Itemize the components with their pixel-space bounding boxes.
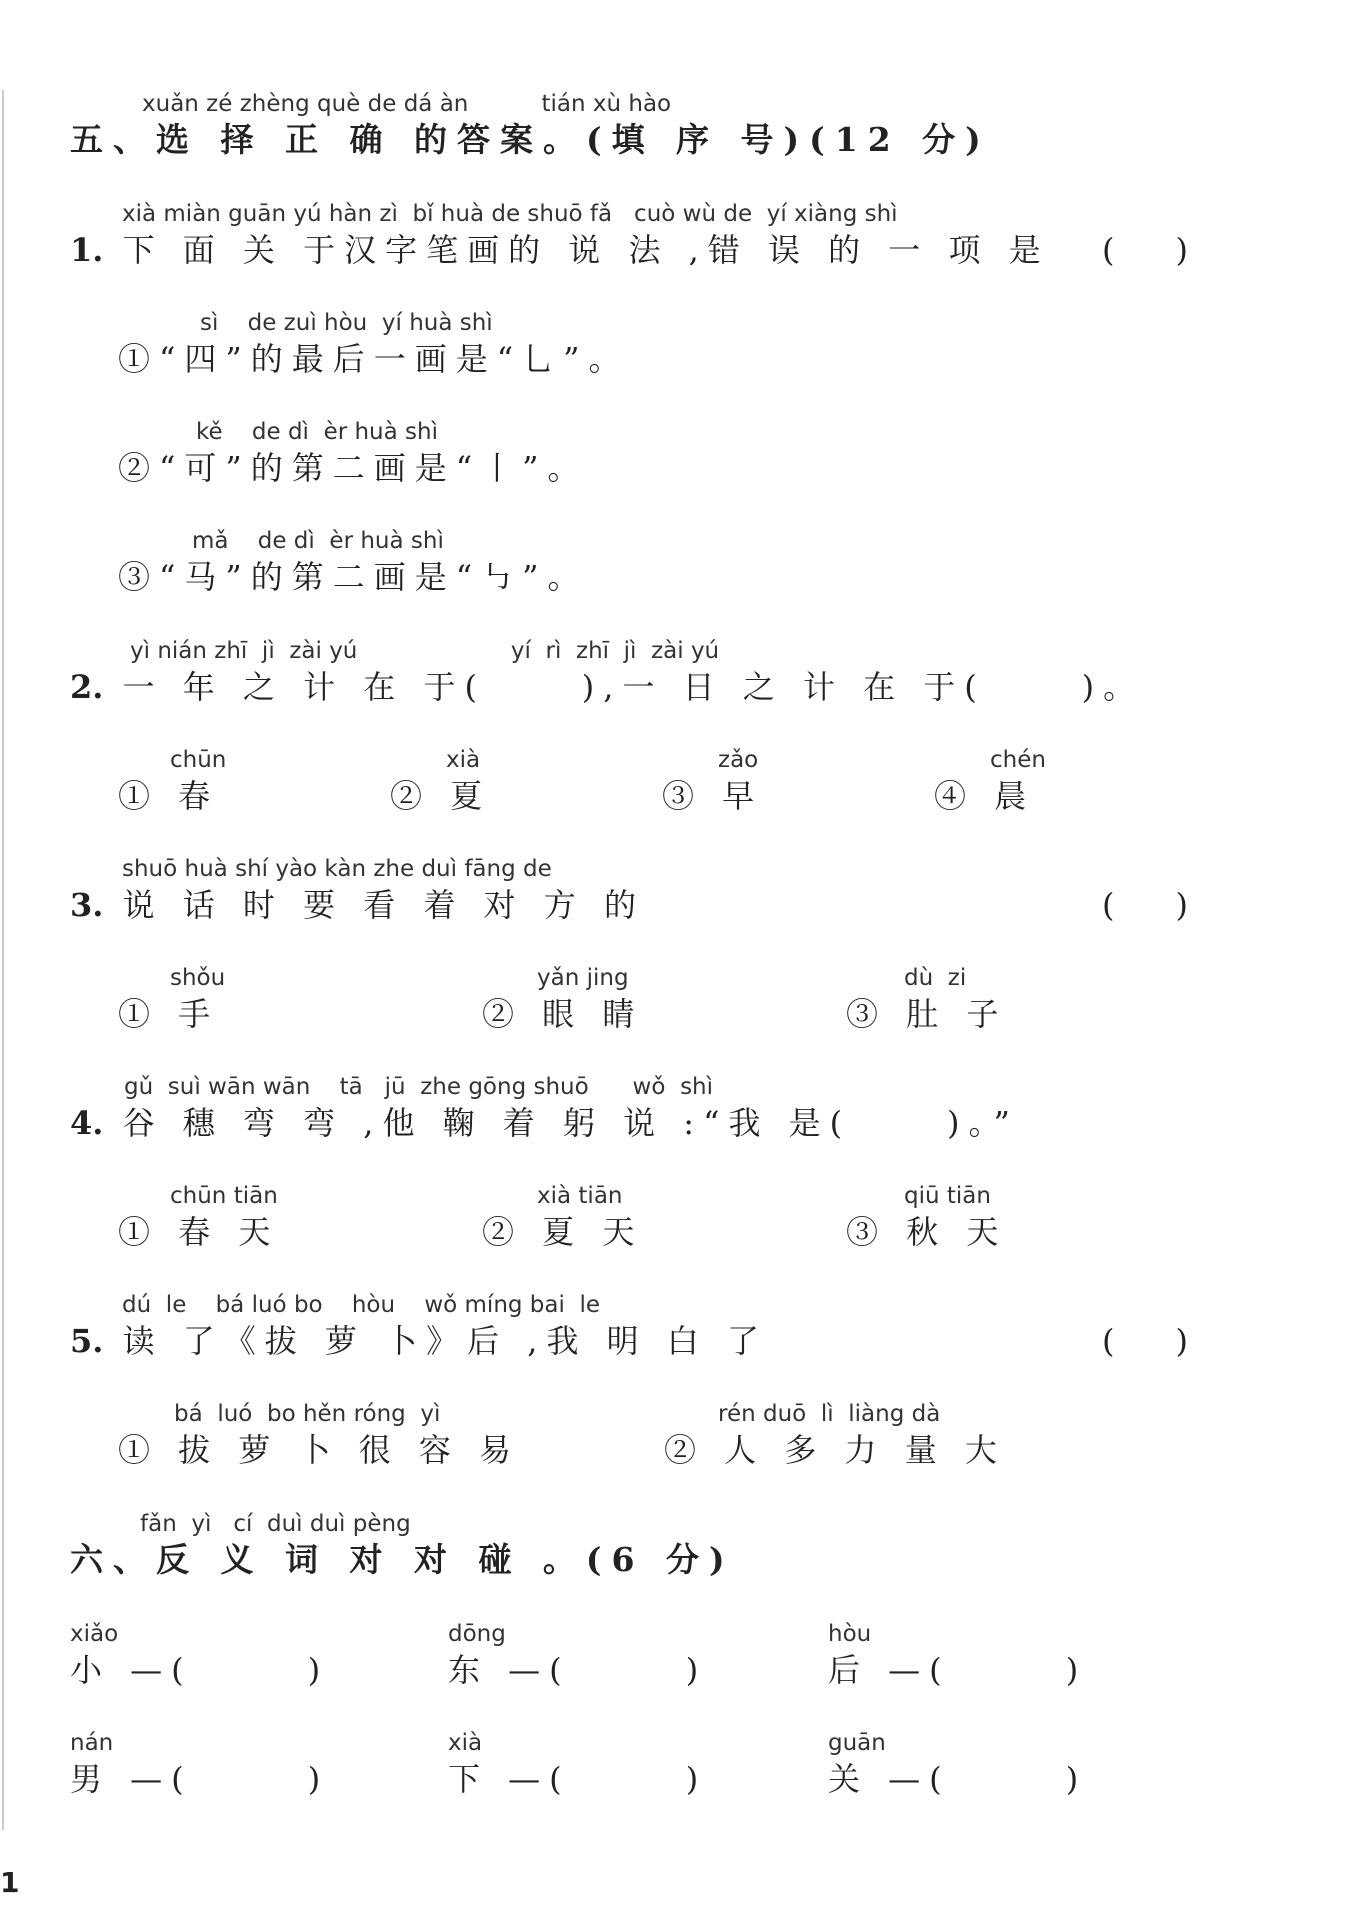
option-text: ① 拔 萝 卜 很 容 易 [118,1431,521,1469]
question-4 [70,1073,1019,1145]
question-1-answer-bracket[interactable]: ( ) [1102,231,1188,269]
antonym-pinyin: guān [828,1730,886,1756]
option-text: ② 人 多 力 量 大 [664,1431,1006,1469]
option-pinyin: shǒu [170,965,226,991]
option-pinyin: kě de dì èr huà shì [196,419,438,445]
section-5-heading [70,90,991,162]
antonym-pair[interactable] [828,1620,1087,1692]
page-number: 1 [0,1866,20,1899]
question-1-text: 下 面 关 于汉字笔画的 说 法 ,错 误 的 一 项 是 [122,231,1050,269]
option-pinyin: xià tiān [537,1183,623,1209]
question-5-option-2[interactable] [664,1400,1006,1472]
option-text: ② 眼 睛 [482,995,644,1033]
question-1-pinyin: xià miàn guān yú hàn zì bǐ huà de shuō fǎ cuò wù de yí xiàng shì [122,201,898,227]
question-1-option-2[interactable] [118,418,588,490]
antonym-text: 下 —( ) [448,1760,708,1798]
antonym-text: 后 —( ) [828,1651,1088,1689]
question-3-number: 3. [70,886,104,924]
antonym-pair[interactable] [70,1620,329,1692]
section-5-pinyin: xuǎn zé zhèng què de dá àn tián xù hào [142,91,672,117]
antonym-pinyin: xià [448,1730,483,1756]
antonym-pinyin: hòu [828,1621,872,1647]
question-5-option-1[interactable] [118,1400,520,1472]
question-2-option-1[interactable] [118,746,226,818]
option-pinyin: dù zi [904,965,967,991]
option-text: ③“马”的第二画是“㇉”。 [118,558,589,596]
question-5-answer-bracket[interactable]: ( ) [1102,1322,1188,1360]
antonym-text: 男 —( ) [70,1760,330,1798]
option-pinyin: sì de zuì hòu yí huà shì [200,310,493,336]
question-2-option-2[interactable] [390,746,491,818]
antonym-pair[interactable] [70,1729,329,1801]
antonym-pinyin: xiǎo [70,1621,119,1647]
section-5-title: 五、选 择 正 确 的答案。(填 序 号)(12 分) [70,120,991,159]
option-pinyin: chūn [170,747,227,773]
option-pinyin: chūn tiān [170,1183,278,1209]
question-3-option-2[interactable] [482,964,643,1036]
question-1-number: 1. [70,231,104,269]
option-pinyin: chén [990,747,1046,773]
option-text: ① 手 [118,995,220,1033]
question-1-option-3[interactable] [118,527,588,599]
option-text: ①“四”的最后一画是“乚”。 [118,340,630,378]
antonym-pair[interactable] [828,1729,1087,1801]
question-3-pinyin: shuō huà shí yào kàn zhe duì fāng de [122,856,552,882]
question-5-text: 读 了《拔 萝 卜》后 ,我 明 白 了 [122,1322,768,1360]
section-6-pinyin: fǎn yì cí duì duì pèng [140,1511,411,1537]
option-text: ② 夏 天 [482,1213,644,1251]
question-2-text: 一 年 之 计 在 于( ),一 日 之 计 在 于( )。 [122,668,1145,706]
option-text: ③ 秋 天 [846,1213,1008,1251]
question-3 [70,855,645,927]
question-5 [70,1291,768,1363]
antonym-text: 东 —( ) [448,1651,708,1689]
option-pinyin: yǎn jing [537,965,629,991]
question-5-number: 5. [70,1322,104,1360]
question-4-option-3[interactable] [846,1182,1007,1254]
option-text: ②“可”的第二画是“丨”。 [118,449,589,487]
antonym-pair[interactable] [448,1729,707,1801]
section-6-title: 六、反 义 词 对 对 碰 。(6 分) [70,1540,735,1579]
question-2-pinyin: yì nián zhī jì zài yú yí rì zhī jì zài yú [130,638,720,664]
question-3-text: 说 话 时 要 看 着 对 方 的 [122,886,645,924]
antonym-text: 关 —( ) [828,1760,1088,1798]
question-3-answer-bracket[interactable]: ( ) [1102,886,1188,924]
question-4-number: 4. [70,1104,104,1142]
question-4-text: 谷 穗 弯 弯 ,他 鞠 着 躬 说 :“我 是( )。” [122,1104,1019,1142]
question-2-option-3[interactable] [662,746,763,818]
question-4-option-2[interactable] [482,1182,643,1254]
question-2-number: 2. [70,668,104,706]
question-4-option-1[interactable] [118,1182,279,1254]
option-text: ① 春 天 [118,1213,280,1251]
option-text: ④ 晨 [934,777,1036,815]
question-1-option-1[interactable] [118,309,629,381]
section-6-heading [70,1510,735,1582]
option-text: ③ 肚 子 [846,995,1008,1033]
option-text: ② 夏 [390,777,492,815]
question-4-pinyin: gǔ suì wān wān tā jū zhe gōng shuō wǒ shì [124,1074,714,1100]
option-text: ① 春 [118,777,220,815]
option-pinyin: bá luó bo hěn róng yì [174,1401,441,1427]
antonym-pinyin: nán [70,1730,114,1756]
question-3-option-3[interactable] [846,964,1007,1036]
question-2 [70,637,1144,709]
binding-edge-line [2,90,4,1830]
question-2-option-4[interactable] [934,746,1046,818]
question-5-pinyin: dú le bá luó bo hòu wǒ míng bai le [122,1292,601,1318]
antonym-text: 小 —( ) [70,1651,330,1689]
option-pinyin: zǎo [718,747,759,773]
antonym-pinyin: dōng [448,1621,506,1647]
question-3-option-1[interactable] [118,964,225,1036]
option-pinyin: qiū tiān [904,1183,991,1209]
option-pinyin: mǎ de dì èr huà shì [192,528,444,554]
option-pinyin: xià [446,747,481,773]
option-pinyin: rén duō lì liàng dà [718,1401,941,1427]
antonym-pair[interactable] [448,1620,707,1692]
option-text: ③ 早 [662,777,764,815]
question-1 [70,200,1050,272]
